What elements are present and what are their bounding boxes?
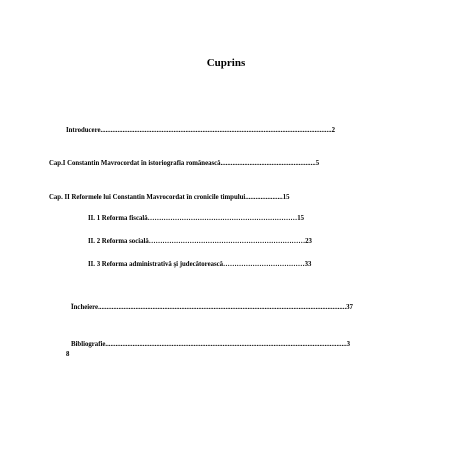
toc-entry-page: 15 bbox=[282, 194, 290, 201]
page-title: Cuprins bbox=[206, 57, 246, 69]
toc-entry-leader: .............................................................................................................................................. bbox=[105, 341, 347, 348]
toc-entry-label: Introducere bbox=[66, 127, 101, 134]
toc-entry-page: 2 bbox=[331, 127, 335, 134]
toc-entry-label: II. 3 Reforma administrativă şi judecătorească bbox=[88, 261, 224, 268]
toc-entry-page: 5 bbox=[315, 160, 320, 167]
toc-entry-page: 3 bbox=[346, 341, 351, 348]
toc-entry-label: II. 2 Reforma socială bbox=[88, 238, 149, 245]
toc-entry-leader: ........................................................................................................................................ bbox=[100, 127, 332, 134]
toc-entry-bibliografie bbox=[71, 340, 392, 349]
toc-entry-label: Bibliografie bbox=[71, 341, 106, 348]
toc-entry-label: Cap.I Constantin Mavrocordat în istoriografia românească bbox=[49, 160, 221, 167]
toc-entry-ii-3 bbox=[88, 260, 393, 269]
toc-entry-label: Încheiere bbox=[71, 304, 99, 311]
toc-entry-cap-1 bbox=[49, 159, 394, 168]
toc-entry-ii-2 bbox=[88, 237, 393, 246]
toc-entry-page: 23 bbox=[305, 238, 312, 245]
toc-entry-page: 37 bbox=[346, 304, 353, 311]
toc-entry-leader: ………………………………………………………… bbox=[147, 215, 298, 222]
toc-entry-ii-1 bbox=[88, 214, 388, 223]
toc-entry-leader: .................................................................................................................................................. bbox=[98, 304, 347, 311]
toc-entry-page: 33 bbox=[304, 261, 312, 268]
toc-entry-label: Cap. II Reformele lui Constantin Mavrocordat în cronicile timpului bbox=[49, 194, 246, 201]
toc-entry-incheiere bbox=[71, 303, 393, 312]
toc-entry-page: 15 bbox=[297, 215, 304, 222]
toc-entry-leader: ……………………………… bbox=[223, 261, 305, 268]
toc-entry-leader: ...................... bbox=[245, 194, 283, 201]
toc-entry-bibliografie-page-wrap: 8 bbox=[66, 351, 70, 358]
toc-entry-leader: ........................................................ bbox=[220, 160, 316, 167]
toc-entry-label: II. 1 Reforma fiscală bbox=[88, 215, 148, 222]
toc-entry-cap-2 bbox=[49, 193, 399, 202]
toc-entry-leader: …………………………………………………………… bbox=[148, 238, 306, 245]
toc-entry-introducere bbox=[66, 126, 388, 135]
